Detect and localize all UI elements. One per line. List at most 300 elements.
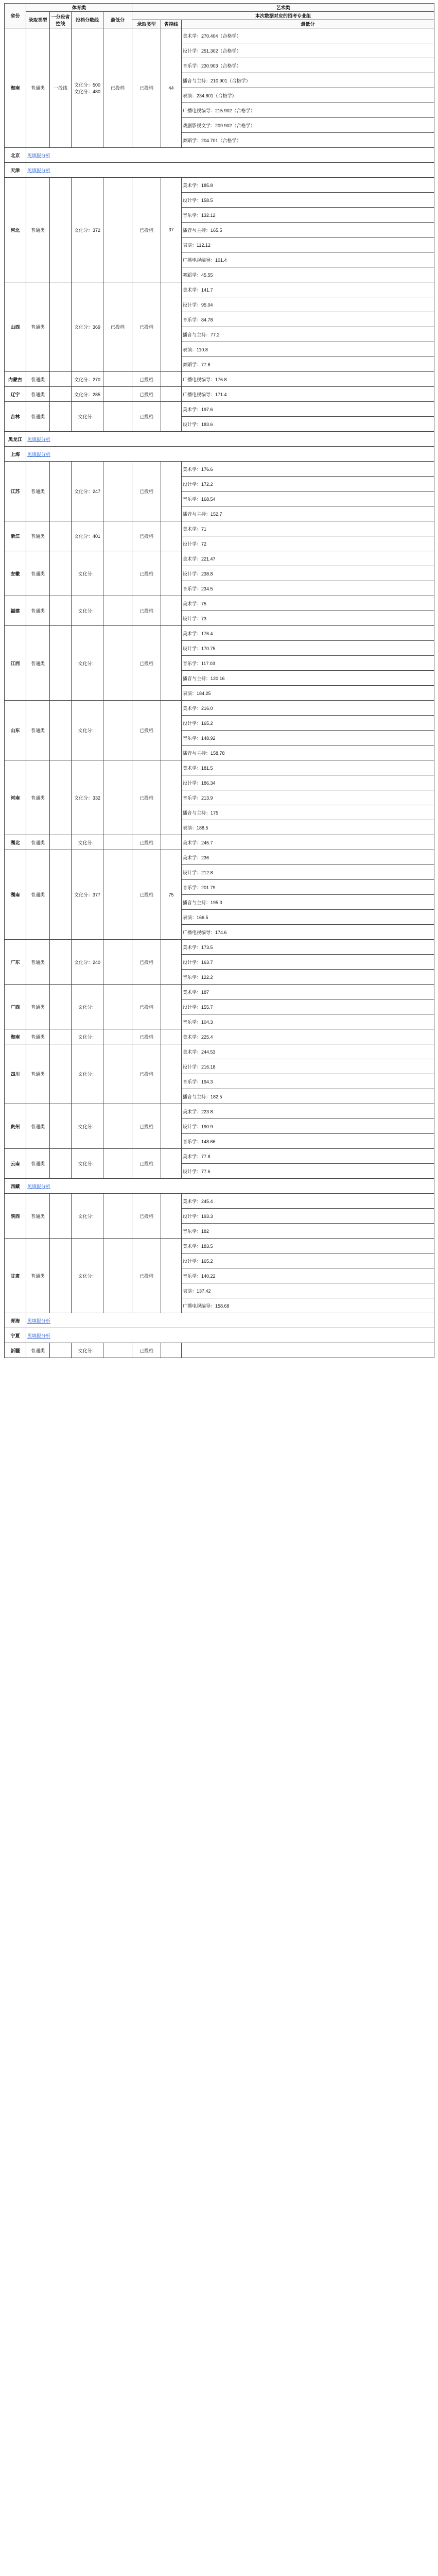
ys-score-cell: 音乐学：230.903（合格学） bbox=[182, 58, 434, 73]
ty-cell-0: 普通类 bbox=[26, 387, 50, 402]
province-cell: 河北 bbox=[5, 178, 26, 282]
link-cell bbox=[26, 1313, 434, 1328]
link-cell bbox=[26, 163, 434, 178]
ys-score-cell: 美术学：77.8 bbox=[182, 1149, 434, 1164]
province-cell: 陕西 bbox=[5, 1194, 26, 1239]
province-cell: 云南 bbox=[5, 1149, 26, 1179]
analysis-link[interactable]: 见填报分析 bbox=[27, 1318, 51, 1324]
province-cell: 广西 bbox=[5, 985, 26, 1029]
ty-cell-3 bbox=[103, 1104, 132, 1149]
ys-score-cell: 设计学：158.5 bbox=[182, 193, 434, 208]
table-row bbox=[5, 940, 434, 955]
ys-line-cell bbox=[161, 760, 182, 835]
ys-col-1: 省控线 bbox=[161, 20, 182, 28]
table-row bbox=[5, 1313, 434, 1328]
ty-cell-3: 已投档 bbox=[103, 28, 132, 148]
table-row bbox=[5, 850, 434, 865]
province-cell: 北京 bbox=[5, 148, 26, 163]
ys-score-cell: 美术学：185.8 bbox=[182, 178, 434, 193]
ys-score-cell: 音乐学：234.5 bbox=[182, 581, 434, 596]
table-row bbox=[5, 1328, 434, 1343]
ys-score-cell: 表演：110.8 bbox=[182, 342, 434, 357]
ty-cell-2: 文化分：270 bbox=[72, 372, 103, 387]
ys-score-cell: 美术学：221.47 bbox=[182, 551, 434, 566]
ys-score-cell: 美术学：244.53 bbox=[182, 1044, 434, 1059]
analysis-link[interactable]: 见填报分析 bbox=[27, 167, 51, 173]
ys-score-cell: 设计学：183.6 bbox=[182, 417, 434, 432]
ys-col-2: 最低分 bbox=[182, 20, 434, 28]
ys-score-cell: 表演：234.801（合格学） bbox=[182, 88, 434, 103]
ty-cell-1 bbox=[50, 626, 72, 701]
table-row bbox=[5, 432, 434, 447]
ys-line-cell bbox=[161, 402, 182, 432]
ys-score-cell: 广播电视编导：176.8 bbox=[182, 372, 434, 387]
ys-line-cell bbox=[161, 521, 182, 551]
ty-cell-1 bbox=[50, 985, 72, 1029]
ty-cell-2: 文化分：240 bbox=[72, 940, 103, 985]
ys-line-cell bbox=[161, 940, 182, 985]
ty-cell-1 bbox=[50, 701, 72, 760]
ys-line-cell bbox=[161, 1044, 182, 1104]
ys-score-cell: 美术学：270.404（合格学） bbox=[182, 28, 434, 43]
ty-cell-3 bbox=[103, 178, 132, 282]
province-cell: 海南 bbox=[5, 28, 26, 148]
ys-subheader: 本次数据对应的招考专业组 bbox=[132, 12, 434, 20]
ty-cell-3 bbox=[103, 372, 132, 387]
analysis-link[interactable]: 见填报分析 bbox=[27, 1333, 51, 1338]
province-cell: 湖北 bbox=[5, 835, 26, 850]
ty-cell-0: 普通类 bbox=[26, 626, 50, 701]
province-cell: 山西 bbox=[5, 282, 26, 372]
ty-cell-1 bbox=[50, 1194, 72, 1239]
ys-score-cell: 播音与主持：182.5 bbox=[182, 1089, 434, 1104]
ys-score-cell: 美术学：181.5 bbox=[182, 760, 434, 775]
analysis-link[interactable]: 见填报分析 bbox=[27, 152, 51, 158]
province-cell: 江苏 bbox=[5, 462, 26, 521]
province-cell: 甘肃 bbox=[5, 1239, 26, 1313]
ys-line-cell bbox=[161, 462, 182, 521]
ty-cell-1 bbox=[50, 387, 72, 402]
province-cell: 上海 bbox=[5, 447, 26, 462]
ty-cell-1 bbox=[50, 282, 72, 372]
table-row bbox=[5, 1194, 434, 1209]
table-row bbox=[5, 178, 434, 193]
province-cell: 安徽 bbox=[5, 551, 26, 596]
ty-cell-0: 普通类 bbox=[26, 1029, 50, 1044]
ys-score-cell: 美术学：176.4 bbox=[182, 626, 434, 641]
ys-score-cell: 音乐学：194.3 bbox=[182, 1074, 434, 1089]
ys-score-cell: 美术学：71 bbox=[182, 521, 434, 536]
ys-type-cell: 已投档 bbox=[132, 940, 161, 985]
ty-cell-3 bbox=[103, 1044, 132, 1104]
ys-type-cell: 已投档 bbox=[132, 985, 161, 1029]
link-cell bbox=[26, 1179, 434, 1194]
ty-cell-2: 文化分： bbox=[72, 985, 103, 1029]
ty-cell-2: 文化分：247 bbox=[72, 462, 103, 521]
ys-score-cell: 广播电视编导：158.68 bbox=[182, 1298, 434, 1313]
ys-line-cell bbox=[161, 372, 182, 387]
admission-score-table bbox=[4, 3, 434, 1358]
ty-cell-0: 普通类 bbox=[26, 835, 50, 850]
ys-score-cell: 音乐学：213.9 bbox=[182, 790, 434, 805]
ys-score-cell: 美术学：176.6 bbox=[182, 462, 434, 477]
ys-score-cell: 音乐学：117.03 bbox=[182, 656, 434, 671]
province-cell: 黑龙江 bbox=[5, 432, 26, 447]
ys-score-cell: 美术学：183.5 bbox=[182, 1239, 434, 1253]
table-row bbox=[5, 835, 434, 850]
ys-score-cell: 美术学：187 bbox=[182, 985, 434, 999]
table-row bbox=[5, 462, 434, 477]
table-row bbox=[5, 402, 434, 417]
table-row bbox=[5, 387, 434, 402]
ty-cell-0: 普通类 bbox=[26, 760, 50, 835]
ty-group-header: 体育类 bbox=[26, 4, 132, 12]
table-row bbox=[5, 163, 434, 178]
table-row bbox=[5, 1149, 434, 1164]
ys-score-cell: 音乐学：168.54 bbox=[182, 492, 434, 506]
ty-cell-0: 普通类 bbox=[26, 551, 50, 596]
ty-cell-0: 普通类 bbox=[26, 1239, 50, 1313]
ys-score-cell: 表演：166.5 bbox=[182, 910, 434, 925]
ty-cell-3 bbox=[103, 1029, 132, 1044]
table-row bbox=[5, 148, 434, 163]
table-row bbox=[5, 701, 434, 716]
ty-cell-0: 普通类 bbox=[26, 940, 50, 985]
ty-cell-3 bbox=[103, 1343, 132, 1358]
ys-score-cell: 音乐学：148.66 bbox=[182, 1134, 434, 1149]
ys-type-cell: 已投档 bbox=[132, 372, 161, 387]
ty-cell-1 bbox=[50, 1104, 72, 1149]
ty-cell-0: 普通类 bbox=[26, 1104, 50, 1149]
ys-score-cell: 设计学：165.2 bbox=[182, 1253, 434, 1268]
table-row bbox=[5, 1029, 434, 1044]
province-cell: 广东 bbox=[5, 940, 26, 985]
ty-cell-3 bbox=[103, 551, 132, 596]
ty-cell-2: 文化分： bbox=[72, 402, 103, 432]
ty-cell-0: 普通类 bbox=[26, 462, 50, 521]
ty-cell-3 bbox=[103, 402, 132, 432]
table-row bbox=[5, 985, 434, 999]
ys-score-cell: 美术学：197.6 bbox=[182, 402, 434, 417]
province-cell: 青海 bbox=[5, 1313, 26, 1328]
ys-score-cell: 播音与主持：158.78 bbox=[182, 745, 434, 760]
ys-line-cell: 44 bbox=[161, 28, 182, 148]
ty-cell-3 bbox=[103, 1149, 132, 1179]
ty-cell-1 bbox=[50, 1239, 72, 1313]
ty-cell-1 bbox=[50, 760, 72, 835]
ys-score-cell: 播音与主持：152.7 bbox=[182, 506, 434, 521]
ys-type-cell: 已投档 bbox=[132, 1239, 161, 1313]
ys-score-cell: 设计学：212.8 bbox=[182, 865, 434, 880]
province-cell: 福建 bbox=[5, 596, 26, 626]
ys-score-cell: 美术学：245.4 bbox=[182, 1194, 434, 1209]
ty-cell-2: 文化分： bbox=[72, 596, 103, 626]
ty-cell-3 bbox=[103, 1239, 132, 1313]
ys-line-cell bbox=[161, 1194, 182, 1239]
ys-type-cell: 已投档 bbox=[132, 28, 161, 148]
table-row bbox=[5, 372, 434, 387]
province-cell: 江西 bbox=[5, 626, 26, 701]
ys-score-cell: 设计学：238.8 bbox=[182, 566, 434, 581]
ys-type-cell: 已投档 bbox=[132, 1194, 161, 1239]
province-cell: 天津 bbox=[5, 163, 26, 178]
ys-type-cell: 已投档 bbox=[132, 387, 161, 402]
ty-cell-1 bbox=[50, 1044, 72, 1104]
ty-cell-3 bbox=[103, 701, 132, 760]
ty-cell-0: 普通类 bbox=[26, 1044, 50, 1104]
table-row bbox=[5, 596, 434, 611]
ys-score-cell: 美术学：223.8 bbox=[182, 1104, 434, 1119]
ys-type-cell: 已投档 bbox=[132, 701, 161, 760]
ty-cell-0: 普通类 bbox=[26, 1194, 50, 1239]
ys-type-cell: 已投档 bbox=[132, 521, 161, 551]
table-row bbox=[5, 1044, 434, 1059]
ty-cell-0: 普通类 bbox=[26, 521, 50, 551]
ty-cell-2: 文化分： bbox=[72, 1029, 103, 1044]
ys-type-cell: 已投档 bbox=[132, 835, 161, 850]
ty-cell-2: 文化分：369 bbox=[72, 282, 103, 372]
ty-cell-1 bbox=[50, 835, 72, 850]
province-cell: 海南 bbox=[5, 1029, 26, 1044]
ys-type-cell: 已投档 bbox=[132, 596, 161, 626]
ty-col-2: 投档分数线 bbox=[72, 12, 103, 28]
province-cell: 宁夏 bbox=[5, 1328, 26, 1343]
ys-score-cell: 表演：188.5 bbox=[182, 820, 434, 835]
ty-cell-1 bbox=[50, 940, 72, 985]
ty-cell-2: 文化分： bbox=[72, 1044, 103, 1104]
ys-score-cell: 设计学：72 bbox=[182, 536, 434, 551]
ty-cell-2: 文化分：401 bbox=[72, 521, 103, 551]
ty-cell-2: 文化分： bbox=[72, 1343, 103, 1358]
ys-line-cell: 75 bbox=[161, 850, 182, 940]
table-row bbox=[5, 28, 434, 43]
ys-score-cell: 广播电视编导：171.4 bbox=[182, 387, 434, 402]
ys-score-cell: 戏剧影视文学：209.902（合格学） bbox=[182, 118, 434, 133]
ys-score-cell: 设计学：170.75 bbox=[182, 641, 434, 656]
ty-cell-3 bbox=[103, 835, 132, 850]
ty-cell-2: 文化分：372 bbox=[72, 178, 103, 282]
ty-cell-0: 普通类 bbox=[26, 701, 50, 760]
ys-score-cell: 播音与主持：175 bbox=[182, 805, 434, 820]
ys-score-cell: 音乐学：148.92 bbox=[182, 731, 434, 745]
ty-cell-3 bbox=[103, 387, 132, 402]
ty-col-1: 一分段省控线 bbox=[50, 12, 72, 28]
ys-score-cell: 播音与主持：195.3 bbox=[182, 895, 434, 910]
ty-cell-0: 普通类 bbox=[26, 1149, 50, 1179]
ty-cell-3 bbox=[103, 521, 132, 551]
table-row bbox=[5, 282, 434, 297]
ty-cell-3 bbox=[103, 760, 132, 835]
ty-cell-3: 已投档 bbox=[103, 282, 132, 372]
ty-cell-3 bbox=[103, 940, 132, 985]
ys-type-cell: 已投档 bbox=[132, 282, 161, 372]
ys-score-cell: 音乐学：182 bbox=[182, 1224, 434, 1239]
ys-score-cell: 舞蹈学：204.701（合格学） bbox=[182, 133, 434, 148]
ys-score-cell: 设计学：73 bbox=[182, 611, 434, 626]
ys-score-cell: 音乐学：84.78 bbox=[182, 312, 434, 327]
ty-col-3: 最低分 bbox=[103, 12, 132, 28]
province-cell: 河南 bbox=[5, 760, 26, 835]
ys-line-cell bbox=[161, 282, 182, 372]
ys-score-cell: 音乐学：201.79 bbox=[182, 880, 434, 895]
ys-score-cell: 表演：112.12 bbox=[182, 238, 434, 252]
ty-cell-3 bbox=[103, 985, 132, 1029]
ty-cell-0: 普通类 bbox=[26, 282, 50, 372]
ys-type-cell: 已投档 bbox=[132, 1343, 161, 1358]
ty-cell-1 bbox=[50, 372, 72, 387]
table-row bbox=[5, 1104, 434, 1119]
province-cell: 辽宁 bbox=[5, 387, 26, 402]
ys-score-cell: 设计学：216.18 bbox=[182, 1059, 434, 1074]
ys-score-cell: 播音与主持：210.901（合格学） bbox=[182, 73, 434, 88]
ys-score-cell: 音乐学：104.3 bbox=[182, 1014, 434, 1029]
ys-line-cell bbox=[161, 551, 182, 596]
ty-line: 文化分：500 bbox=[74, 82, 101, 88]
ty-cell-2: 文化分：332 bbox=[72, 760, 103, 835]
ty-cell-3 bbox=[103, 596, 132, 626]
ys-score-cell: 美术学：216.0 bbox=[182, 701, 434, 716]
table-row bbox=[5, 521, 434, 536]
ys-line-cell bbox=[161, 387, 182, 402]
ys-line-cell bbox=[161, 1149, 182, 1179]
table-row bbox=[5, 626, 434, 641]
ty-cell-2: 文化分： bbox=[72, 626, 103, 701]
ys-col-0: 录取类型 bbox=[132, 20, 161, 28]
ys-line-cell bbox=[161, 1104, 182, 1149]
header-row-2 bbox=[5, 12, 434, 20]
ty-line: 文化分：480 bbox=[74, 89, 101, 94]
ys-score-cell: 设计学：172.2 bbox=[182, 477, 434, 492]
ty-cell-1 bbox=[50, 596, 72, 626]
ys-type-cell: 已投档 bbox=[132, 402, 161, 432]
ys-type-cell: 已投档 bbox=[132, 551, 161, 596]
ys-score-cell: 设计学：251.302（合格学） bbox=[182, 43, 434, 58]
province-cell: 浙江 bbox=[5, 521, 26, 551]
ys-line-cell bbox=[161, 1239, 182, 1313]
ty-cell-0: 普通类 bbox=[26, 985, 50, 1029]
ty-cell-3 bbox=[103, 626, 132, 701]
ty-cell-1 bbox=[50, 1149, 72, 1179]
province-cell: 内蒙古 bbox=[5, 372, 26, 387]
header-row-1 bbox=[5, 4, 434, 12]
ys-score-cell: 美术学：141.7 bbox=[182, 282, 434, 297]
ys-score-cell: 播音与主持：165.5 bbox=[182, 223, 434, 238]
ys-score-cell: 设计学：190.9 bbox=[182, 1119, 434, 1134]
ty-cell-0: 普通类 bbox=[26, 28, 50, 148]
ys-type-cell: 已投档 bbox=[132, 1029, 161, 1044]
ys-type-cell: 已投档 bbox=[132, 1104, 161, 1149]
ty-cell-0: 普通类 bbox=[26, 178, 50, 282]
ys-line-cell bbox=[161, 1029, 182, 1044]
ys-score-cell: 设计学：95.04 bbox=[182, 297, 434, 312]
ys-type-cell: 已投档 bbox=[132, 1044, 161, 1104]
ty-cell-3 bbox=[103, 1194, 132, 1239]
ys-type-cell: 已投档 bbox=[132, 850, 161, 940]
province-cell: 吉林 bbox=[5, 402, 26, 432]
table-row bbox=[5, 447, 434, 462]
ty-cell-0: 普通类 bbox=[26, 1343, 50, 1358]
province-cell: 西藏 bbox=[5, 1179, 26, 1194]
ty-cell-0: 普通类 bbox=[26, 372, 50, 387]
ty-cell-2: 文化分： bbox=[72, 835, 103, 850]
ys-type-cell: 已投档 bbox=[132, 1149, 161, 1179]
ys-type-cell: 已投档 bbox=[132, 626, 161, 701]
ty-cell-1 bbox=[50, 850, 72, 940]
ys-score-cell: 播音与主持：120.16 bbox=[182, 671, 434, 686]
link-cell bbox=[26, 1328, 434, 1343]
province-cell: 新疆 bbox=[5, 1343, 26, 1358]
ys-score-cell: 表演：137.42 bbox=[182, 1283, 434, 1298]
ty-cell-3 bbox=[103, 850, 132, 940]
ty-cell-2: 文化分：285 bbox=[72, 387, 103, 402]
ys-score-cell: 美术学：236 bbox=[182, 850, 434, 865]
table-row bbox=[5, 760, 434, 775]
table-row bbox=[5, 1239, 434, 1253]
ty-cell-0: 普通类 bbox=[26, 850, 50, 940]
ty-cell-2: 文化分： bbox=[72, 1104, 103, 1149]
province-cell: 贵州 bbox=[5, 1104, 26, 1149]
ys-type-cell: 已投档 bbox=[132, 462, 161, 521]
ty-cell-2: 文化分： bbox=[72, 1149, 103, 1179]
ys-line-cell bbox=[161, 596, 182, 626]
ys-score-cell bbox=[182, 1343, 434, 1358]
ys-type-cell: 已投档 bbox=[132, 760, 161, 835]
analysis-link[interactable]: 见填报分析 bbox=[27, 451, 51, 457]
link-cell bbox=[26, 447, 434, 462]
province-header: 省份 bbox=[5, 4, 26, 28]
ty-cell-2 bbox=[72, 28, 103, 148]
ys-score-cell: 美术学：75 bbox=[182, 596, 434, 611]
analysis-link[interactable]: 见填报分析 bbox=[27, 436, 51, 442]
province-cell: 四川 bbox=[5, 1044, 26, 1104]
ty-cell-1 bbox=[50, 1029, 72, 1044]
ys-score-cell: 音乐学：132.12 bbox=[182, 208, 434, 223]
table-row bbox=[5, 1179, 434, 1194]
ty-cell-1 bbox=[50, 178, 72, 282]
ty-cell-2: 文化分： bbox=[72, 1194, 103, 1239]
ty-cell-2: 文化分： bbox=[72, 701, 103, 760]
ys-score-cell: 广播电视编导：215.902（合格学） bbox=[182, 103, 434, 118]
ys-score-cell: 美术学：245.7 bbox=[182, 835, 434, 850]
ty-cell-1 bbox=[50, 462, 72, 521]
ys-score-cell: 设计学：77.6 bbox=[182, 1164, 434, 1179]
ys-score-cell: 广播电视编导：101.4 bbox=[182, 252, 434, 267]
ys-line-cell bbox=[161, 701, 182, 760]
analysis-link[interactable]: 见填报分析 bbox=[27, 1183, 51, 1189]
ys-score-cell: 设计学：165.2 bbox=[182, 716, 434, 731]
ys-score-cell: 设计学：186.34 bbox=[182, 775, 434, 790]
ys-line-cell: 37 bbox=[161, 178, 182, 282]
ys-score-cell: 广播电视编导：174.6 bbox=[182, 925, 434, 940]
ys-score-cell: 舞蹈学：45.55 bbox=[182, 267, 434, 282]
table-body bbox=[5, 28, 434, 1358]
ty-cell-2: 文化分： bbox=[72, 551, 103, 596]
ys-score-cell: 舞蹈学：77.6 bbox=[182, 357, 434, 372]
ys-score-cell: 表演：184.25 bbox=[182, 686, 434, 701]
ty-cell-1 bbox=[50, 402, 72, 432]
ty-cell-1: 一段线 bbox=[50, 28, 72, 148]
ty-cell-2: 文化分：377 bbox=[72, 850, 103, 940]
table-row bbox=[5, 551, 434, 566]
table-row bbox=[5, 1343, 434, 1358]
province-cell: 湖南 bbox=[5, 850, 26, 940]
ys-line-cell bbox=[161, 985, 182, 1029]
ys-score-cell: 设计学：155.7 bbox=[182, 999, 434, 1014]
ys-score-cell: 音乐学：122.2 bbox=[182, 970, 434, 985]
ys-score-cell: 音乐学：140.22 bbox=[182, 1268, 434, 1283]
ty-cell-1 bbox=[50, 551, 72, 596]
ys-score-cell: 美术学：225.4 bbox=[182, 1029, 434, 1044]
